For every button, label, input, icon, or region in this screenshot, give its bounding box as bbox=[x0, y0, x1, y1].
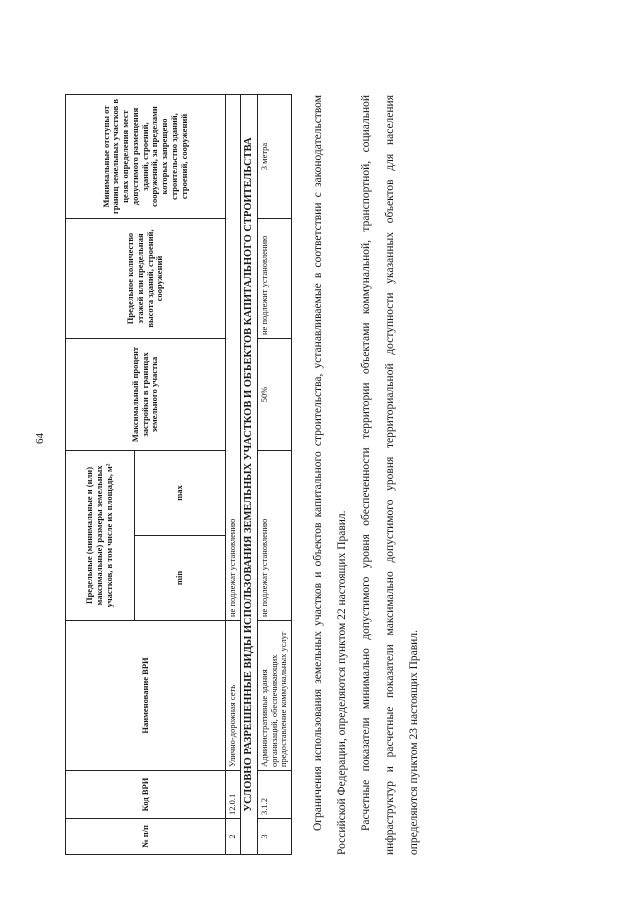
row-3-code: 3.1.2 bbox=[257, 771, 291, 819]
table-row bbox=[257, 95, 291, 855]
header-setbacks: Минимальные отступы от границ земельных участков в целях определения мест допустимого размещения зданий, строений, сооружений, за пределами которых запрещено строительство зданий, строений, сооружений bbox=[66, 95, 226, 219]
header-num: № п/п bbox=[66, 819, 226, 855]
section-row bbox=[240, 95, 257, 855]
zoning-parameters-table bbox=[65, 94, 292, 855]
row-2-name: Улично-дорожная сеть bbox=[226, 621, 241, 771]
table-header-row bbox=[66, 95, 135, 855]
row-2-num: 2 bbox=[226, 819, 241, 855]
row-2-code: 12.0.1 bbox=[226, 771, 241, 819]
row-3-floors: не подлежит установлению bbox=[257, 219, 291, 339]
header-code: Код ВРИ bbox=[66, 771, 226, 819]
row-3-name: Административные здания организаций, обеспечивающих предоставление коммунальных услуг bbox=[257, 621, 291, 771]
paragraph-restrictions: Ограничения использования земельных участков и объектов капитального строительства, устанавливаемые в соответствии с законодательством Российской Федерации, определяются пунктом 22 настоящих Правил. bbox=[312, 95, 349, 855]
table-row bbox=[226, 95, 241, 855]
rotated-page-content bbox=[65, 95, 425, 855]
header-percent: Максимальный процент застройки в границах земельного участка bbox=[66, 339, 226, 451]
row-2-merged: не подлежат установлению bbox=[226, 95, 241, 621]
row-3-setbacks: 3 метра bbox=[257, 95, 291, 219]
paragraph-indicators: Расчетные показатели минимально допустимого уровня обеспеченности территории объектами коммунальной, транспортной, социальной инфраструктур и расчетные показатели максимально допустимого уровня территориальной доступности указанных объектов для населения определяются пунктом 23 настоящих Правил. bbox=[360, 95, 421, 855]
row-3-size: не подлежат установлению bbox=[257, 451, 291, 621]
header-min: min bbox=[135, 536, 226, 621]
row-3-percent: 50% bbox=[257, 339, 291, 451]
header-max: max bbox=[135, 451, 226, 536]
body-text bbox=[306, 95, 426, 855]
row-3-num: 3 bbox=[257, 819, 291, 855]
header-size: Предельные (минимальные и (или) максимальные) размеры земельных участков, в том числе их площадь, м² bbox=[66, 451, 135, 621]
section-title: УСЛОВНО РАЗРЕШЕННЫЕ ВИДЫ ИСПОЛЬЗОВАНИЯ ЗЕМЕЛЬНЫХ УЧАСТКОВ И ОБЪЕКТОВ КАПИТАЛЬНОГО СТРОИТЕЛЬСТВА bbox=[240, 95, 257, 855]
page-number: 64 bbox=[34, 433, 46, 444]
header-name: Наименование ВРИ bbox=[66, 621, 226, 771]
header-floors: Предельное количество этажей или предельная высота зданий, строений, сооружений bbox=[66, 219, 226, 339]
